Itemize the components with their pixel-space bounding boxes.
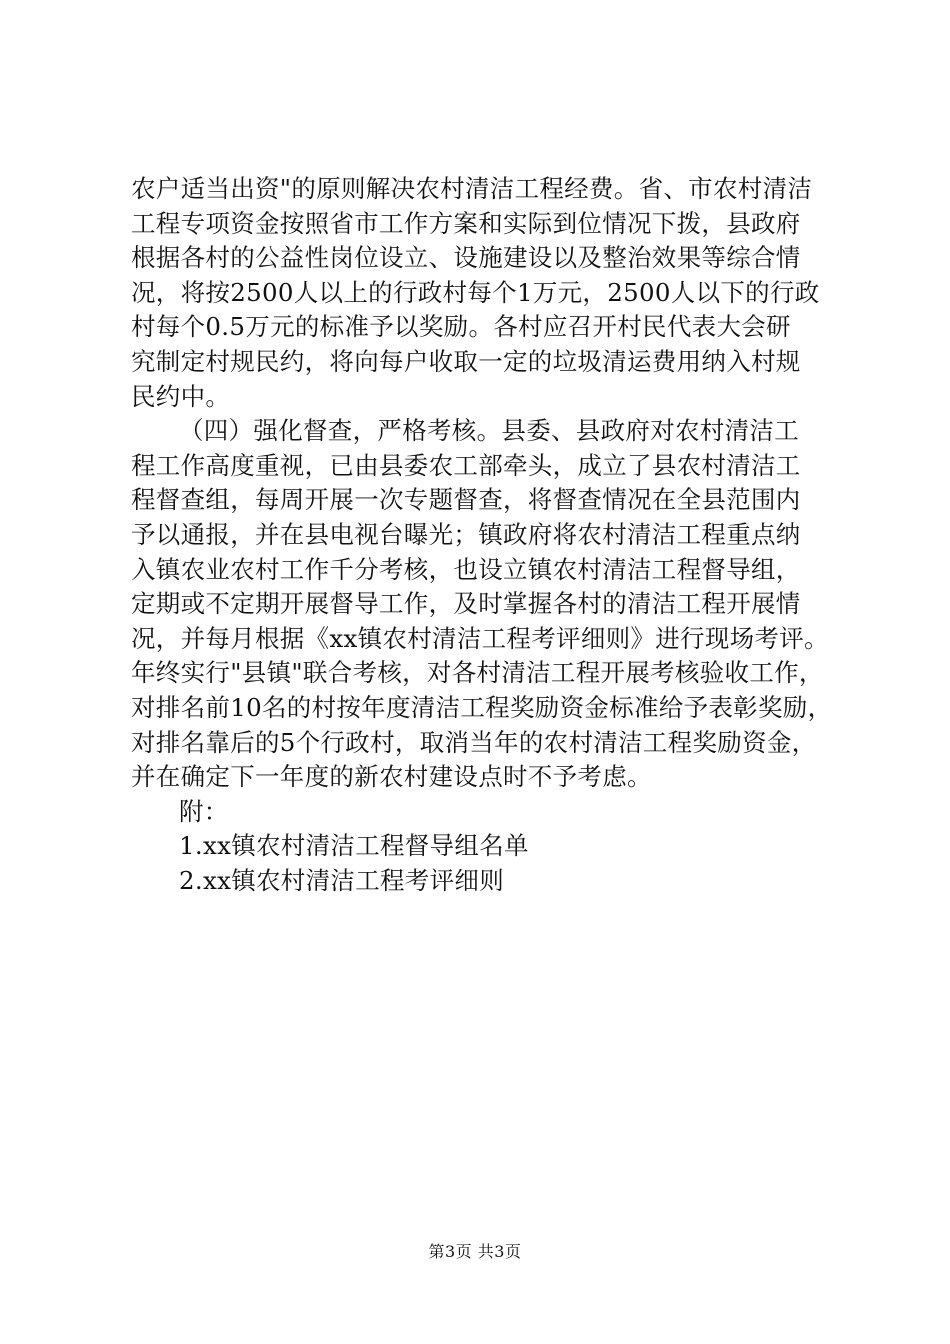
body-line: 根据各村的公益性岗位设立、设施建设以及整治效果等综合情 (131, 243, 801, 273)
body-line: 对排名前10名的村按年度清洁工程奖励资金标准给予表彰奖励， (131, 692, 833, 722)
appendix-item: 1.xx镇农村清洁工程督导组名单 (179, 831, 529, 861)
body-line: 民约中。 (131, 381, 231, 411)
appendix-heading: 附： (179, 796, 229, 826)
body-line: 年终实行"县镇"联合考核，对各村清洁工程开展考核验收工作， (131, 658, 824, 688)
body-line: 况，将按2500人以上的行政村每个1万元，2500人以下的行政 (131, 277, 820, 307)
body-line: 农户适当出资"的原则解决农村清洁工程经费。省、市农村清洁 (131, 174, 813, 203)
page-footer: 第3页 共3页 (428, 1242, 522, 1261)
body-line: 予以通报，并在县电视台曝光；镇政府将农村清洁工程重点纳 (131, 519, 801, 549)
body-line: 定期或不定期开展督导工作，及时掌握各村的清洁工程开展情 (131, 589, 801, 619)
section-heading-line: （四）强化督查，严格考核。县委、县政府对农村清洁工 (179, 416, 799, 446)
body-line: 并在确定下一年度的新农村建设点时不予考虑。 (131, 762, 652, 792)
appendix-item: 2.xx镇农村清洁工程考评细则 (179, 865, 505, 895)
document-body (131, 172, 831, 898)
body-line: 况，并每月根据《xx镇农村清洁工程考评细则》进行现场考评。 (131, 623, 829, 653)
body-line: 村每个0.5万元的标准予以奖励。各村应召开村民代表大会研 (131, 312, 791, 342)
body-line: 入镇农业农村工作千分考核，也设立镇农村清洁工程督导组， (131, 554, 801, 584)
body-line: 究制定村规民约，将向每户收取一定的垃圾清运费用纳入村规 (131, 346, 801, 376)
body-line: 对排名靠后的5个行政村，取消当年的农村清洁工程奖励资金， (131, 727, 817, 757)
body-line: 程督查组，每周开展一次专题督查，将督查情况在全县范围内 (131, 485, 801, 515)
body-line: 程工作高度重视，已由县委农工部牵头，成立了县农村清洁工 (131, 450, 801, 480)
body-line: 工程专项资金按照省市工作方案和实际到位情况下拨，县政府 (131, 208, 801, 238)
